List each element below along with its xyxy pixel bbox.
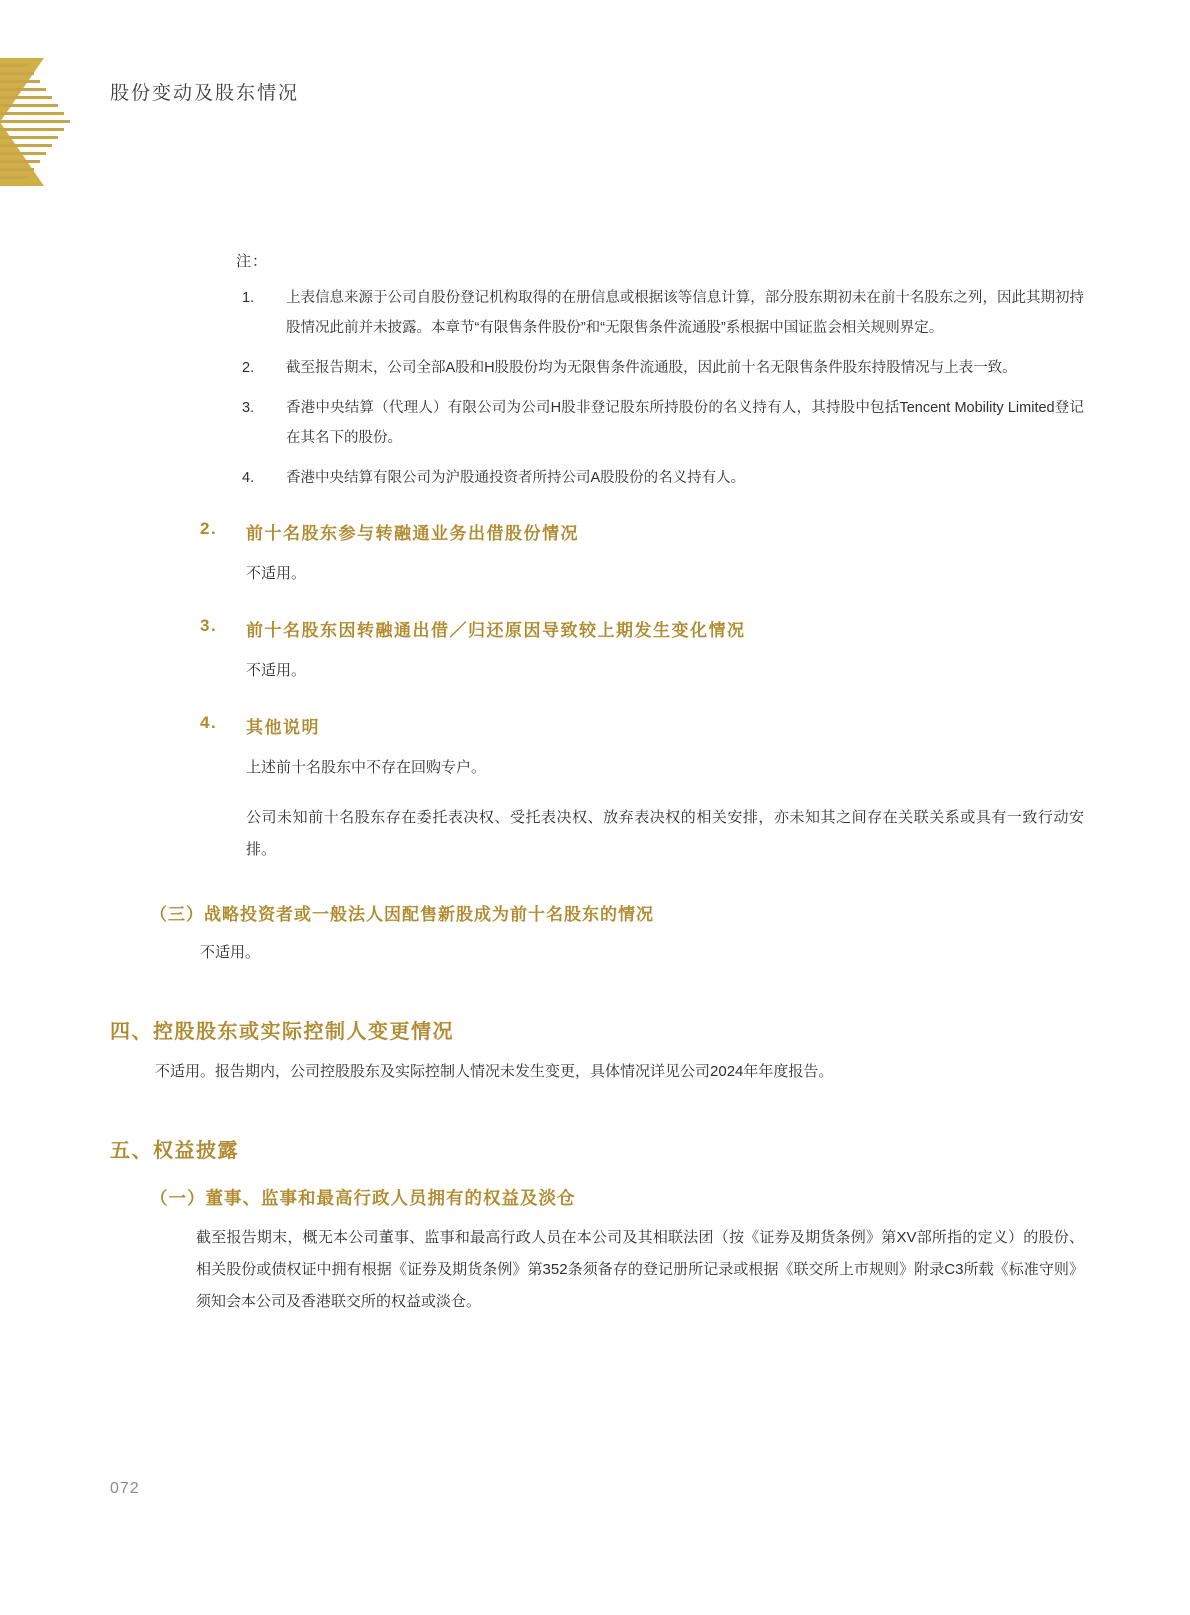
paragraph: 不适用。 [246,662,307,679]
section-body-four: 不适用。报告期内，公司控股股东及实际控制人情况未发生变更，具体情况详见公司2024年年度报告。 [155,1063,834,1080]
section-3 [0,616,1190,687]
section-4 [0,713,1190,866]
page-number: 072 [110,1480,140,1497]
page-title: 股份变动及股东情况 [110,83,300,104]
section-body [246,558,1084,590]
section-heading [200,616,1190,641]
section-body [246,752,1084,866]
list-item-text: 香港中央结算有限公司为沪股通投资者所持公司A股股份的名义持有人。 [286,470,746,486]
paragraph: 上述前十名股东中不存在回购专户。 [246,759,487,776]
notes-label: 注： [236,253,269,270]
paragraph: 不适用。 [246,565,307,582]
subsection-heading-three: （三）战略投资者或一般法人因配售新股成为前十名股东的情况 [150,905,654,924]
section-number: 3. [200,616,218,635]
subsection-body-one: 截至报告期末，概无本公司董事、监事和最高行政人员在本公司及其相联法团（按《证券及期货条例》第XV部所指的定义）的股份、相关股份或债权证中拥有根据《证券及期货条例》第352条须备存的登记册所记录或根据《联交所上市规则》附录C3所载《标准守则》须知会本公司及香港联交所的权益或淡仓。 [196,1229,1084,1310]
list-item-number: 3. [242,400,255,416]
list-item [236,393,1084,453]
page-content [0,250,1190,1318]
section-heading [200,519,1190,544]
section-body [246,655,1084,687]
list-item-text: 截至报告期末，公司全部A股和H股股份均为无限售条件流通股，因此前十名无限售条件股东持股情况与上表一致。 [286,360,1017,376]
section-title: 前十名股东因转融通出借／归还原因导致较上期发生变化情况 [246,621,746,640]
section-heading [200,713,1190,738]
section-title: 前十名股东参与转融通业务出借股份情况 [246,524,579,543]
list-item [236,283,1084,343]
list-item [236,353,1084,383]
list-item [236,463,1084,493]
list-item-number: 2. [242,360,255,376]
list-item-number: 4. [242,470,255,486]
section-number: 2. [200,519,218,538]
header-decoration [0,58,90,186]
list-item-number: 1. [242,290,255,306]
chevron-stripes [0,64,74,180]
list-item-text: 上表信息来源于公司自股份登记机构取得的在册信息或根据该等信息计算，部分股东期初未在前十名股东之列，因此其期初持股情况此前并未披露。本章节“有限售条件股份”和“无限售条件流通股”系根据中国证监会相关规则界定。 [286,290,1084,336]
section-heading-four: 四、控股股东或实际控制人变更情况 [110,1021,454,1043]
section-heading-five: 五、权益披露 [110,1140,239,1162]
subsection-body-three: 不适用。 [200,944,261,961]
section-title: 其他说明 [246,718,320,737]
section-2 [0,519,1190,590]
section-number: 4. [200,713,218,732]
notes-list [0,283,1190,493]
list-item-text: 香港中央结算（代理人）有限公司为公司H股非登记股东所持股份的名义持有人，其持股中包括Tencent Mobility Limited登记在其名下的股份。 [286,400,1084,446]
paragraph: 公司未知前十名股东存在委托表决权、受托表决权、放弃表决权的相关安排，亦未知其之间存在关联关系或具有一致行动安排。 [246,809,1084,858]
subsection-heading-one: （一）董事、监事和最高行政人员拥有的权益及淡仓 [150,1188,576,1208]
